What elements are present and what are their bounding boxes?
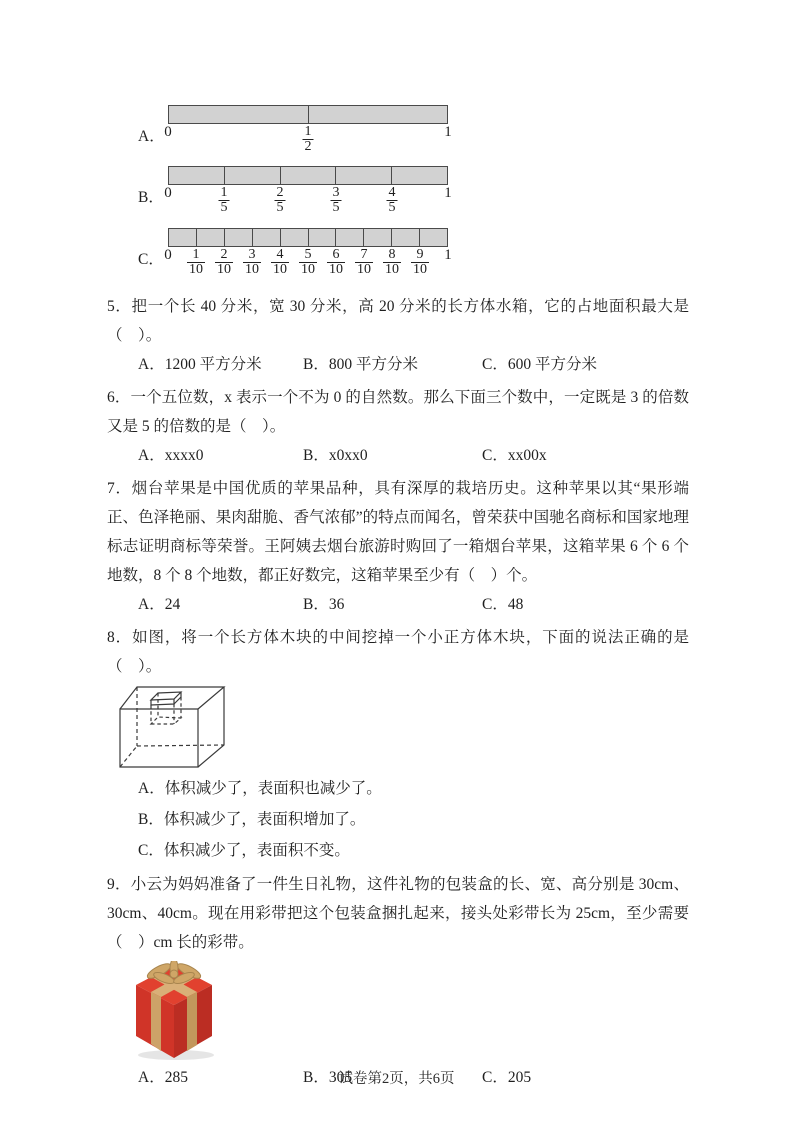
question-6: [107, 383, 689, 470]
fraction: [243, 248, 261, 278]
bar-segment: [392, 167, 447, 184]
fraction-numerator: 1: [304, 124, 312, 139]
fraction-numerator: 6: [327, 248, 345, 263]
tick-labels: [164, 124, 452, 165]
fraction-denominator: 10: [301, 262, 315, 278]
bar-segment: [336, 229, 364, 246]
diagram-row-label: A．: [138, 128, 165, 145]
diagram-row-label: C．: [138, 251, 164, 268]
option-a: A．体积减少了，表面积也减少了。: [138, 780, 382, 797]
fraction-bar: [168, 105, 448, 124]
question-5: [107, 292, 689, 379]
option-a: A．285: [138, 1069, 188, 1086]
bar-segment: [169, 106, 309, 123]
tick-label: 0: [164, 247, 172, 263]
diagram-row: [107, 228, 689, 288]
fraction: [299, 248, 317, 278]
bar-segment: [364, 229, 392, 246]
fraction-bar: [168, 166, 448, 185]
fraction-denominator: 10: [245, 262, 259, 278]
fraction-denominator: 10: [413, 262, 427, 278]
gift-box-icon: [128, 961, 220, 1061]
fraction-denominator: 5: [276, 200, 284, 216]
fraction-tick-label: [331, 186, 342, 216]
question-stem: 5．把一个长 40 分米，宽 30 分米，高 20 分米的长方体水箱，它的占地面积最大是（ ）。: [107, 298, 689, 344]
options-row: [107, 441, 689, 470]
fraction: [383, 248, 401, 278]
diagram-row-label: B．: [138, 189, 164, 206]
question-9: [107, 870, 689, 1092]
fraction-numerator: 2: [215, 248, 233, 263]
fraction-numerator: 8: [383, 248, 401, 263]
fraction-denominator: 10: [385, 262, 399, 278]
fraction-numerator: 3: [243, 248, 261, 263]
bar-segment: [169, 229, 197, 246]
fraction-denominator: 5: [388, 200, 396, 216]
bar-segment: [225, 229, 253, 246]
fraction-denominator: 2: [304, 139, 312, 155]
fraction-tick-label: [243, 248, 261, 278]
tick-labels: [164, 185, 452, 226]
fraction-diagram: [107, 105, 689, 288]
fraction-numerator: 9: [411, 248, 429, 263]
fraction-denominator: 5: [332, 200, 340, 216]
option-c: C．205: [482, 1069, 532, 1086]
fraction-tick-label: [275, 186, 286, 216]
tick-label: 1: [444, 124, 452, 140]
bar-segment: [169, 167, 225, 184]
fraction: [327, 248, 345, 278]
option-c: C．600 平方分米: [482, 356, 597, 373]
cuboid-figure-icon: [112, 681, 237, 773]
fraction-tick-label: [355, 248, 373, 278]
tick-label: 0: [164, 185, 172, 201]
fraction: [275, 186, 286, 216]
diagram-row: [107, 105, 689, 166]
fraction-tick-label: [187, 248, 205, 278]
fraction: [355, 248, 373, 278]
fraction-tick-label: [215, 248, 233, 278]
fraction-numerator: 3: [332, 185, 340, 200]
fraction: [303, 125, 314, 155]
option-b: B．800 平方分米: [303, 356, 418, 373]
bar-segment: [225, 167, 281, 184]
question-stem: 6．一个五位数，x 表示一个不为 0 的自然数。那么下面三个数中，一定既是 3 的倍数又是 5 的倍数的是（ ）。: [107, 389, 689, 435]
fraction-tick-label: [219, 186, 230, 216]
fraction-numerator: 4: [388, 185, 396, 200]
tick-label: 1: [444, 185, 452, 201]
fraction: [331, 186, 342, 216]
page-content: [107, 105, 689, 1092]
option-b: B．305: [303, 1069, 353, 1086]
fraction-denominator: 10: [273, 262, 287, 278]
fraction-denominator: 10: [189, 262, 203, 278]
fraction-numerator: 5: [299, 248, 317, 263]
option-c: C．体积减少了，表面积不变。: [138, 842, 350, 859]
fraction-numerator: 1: [187, 248, 205, 263]
fraction-tick-label: [387, 186, 398, 216]
bar-segment: [309, 106, 448, 123]
page-footer: 试卷第2页，共6页: [338, 1071, 455, 1087]
question-stem: 7．烟台苹果是中国优质的苹果品种，具有深厚的栽培历史。这种苹果以其“果形端正、色泽艳丽、果肉甜脆、香气浓郁”的特点而闻名，曾荣获中国驰名商标和国家地理标志证明商标等荣誉。王阿姨去烟台旅游时购回了一箱烟台苹果，这箱苹果 6 个 6 个地数，8 个 8 个地数，都正好数完，这箱苹果至少有（ ）个。: [107, 480, 689, 584]
bar-segment: [281, 167, 337, 184]
bar-segment: [253, 229, 281, 246]
diagram-row: [107, 166, 689, 228]
option-b: B．36: [303, 596, 345, 613]
fraction-numerator: 2: [276, 185, 284, 200]
fraction: [411, 248, 429, 278]
fraction-tick-label: [303, 125, 314, 155]
fraction-denominator: 10: [217, 262, 231, 278]
option-a: A．xxxx0: [138, 447, 204, 464]
question-7: [107, 474, 689, 619]
tick-label: 1: [444, 247, 452, 263]
question-stem: 9．小云为妈妈准备了一件生日礼物，这件礼物的包装盒的长、宽、高分别是 30cm、30cm、40cm。现在用彩带把这个包装盒捆扎起来，接头处彩带长为 25cm，至少需要（ ）cm 长的彩带。: [107, 876, 689, 951]
fraction-numerator: 1: [220, 185, 228, 200]
option-c: C．xx00x: [482, 447, 547, 464]
fraction-denominator: 10: [329, 262, 343, 278]
fraction-tick-label: [271, 248, 289, 278]
fraction: [387, 186, 398, 216]
question-stem: 8．如图，将一个长方体木块的中间挖掉一个小正方体木块，下面的说法正确的是（ ）。: [107, 629, 689, 675]
option-a: A．1200 平方分米: [138, 356, 262, 373]
fraction-tick-label: [327, 248, 345, 278]
bar-segment: [392, 229, 420, 246]
option-a: A．24: [138, 596, 181, 613]
fraction: [187, 248, 205, 278]
bar-segment: [309, 229, 337, 246]
option-b: B．体积减少了，表面积增加了。: [138, 811, 366, 828]
fraction-tick-label: [299, 248, 317, 278]
tick-label: 0: [164, 124, 172, 140]
fraction-tick-label: [383, 248, 401, 278]
tick-labels: [164, 247, 452, 288]
bar-segment: [281, 229, 309, 246]
bar-segment: [336, 167, 392, 184]
options-row: [107, 350, 689, 379]
fraction-numerator: 4: [271, 248, 289, 263]
fraction-numerator: 7: [355, 248, 373, 263]
bar-segment: [420, 229, 447, 246]
option-c: C．48: [482, 596, 524, 613]
option-b: B．x0xx0: [303, 447, 368, 464]
red-gift-box-with-gold-ribbon: [107, 961, 689, 1061]
bar-segment: [197, 229, 225, 246]
options-row: [107, 590, 689, 619]
cuboid-with-cube-hole-diagram: [107, 681, 689, 773]
fraction: [215, 248, 233, 278]
fraction-denominator: 5: [220, 200, 228, 216]
question-8: [107, 623, 689, 866]
fraction: [219, 186, 230, 216]
fraction-tick-label: [411, 248, 429, 278]
fraction-bar: [168, 228, 448, 247]
fraction: [271, 248, 289, 278]
fraction-denominator: 10: [357, 262, 371, 278]
